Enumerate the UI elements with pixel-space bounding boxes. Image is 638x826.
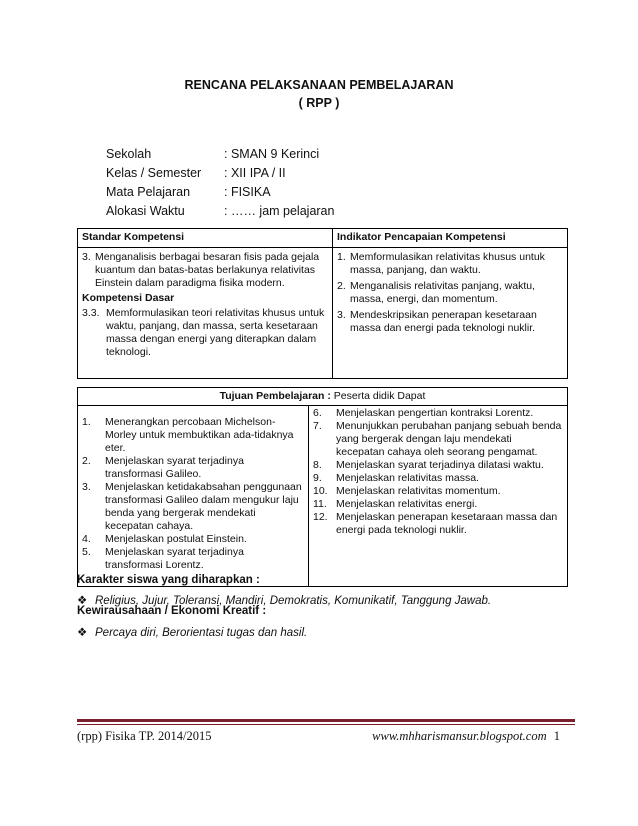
karakter-heading: Karakter siswa yang diharapkan : <box>77 574 260 586</box>
kewirausahaan-heading: Kewirausahaan / Ekonomi Kreatif : <box>77 605 267 617</box>
item-text: Menjelaskan ketidakabsahan penggunaan transformasi Galileo dalam mengukur laju benda yang bergerak mendekati kecepatan cahaya. <box>105 481 302 532</box>
objective-item <box>82 455 304 481</box>
info-label: Sekolah <box>106 147 152 161</box>
objective-item <box>313 485 563 498</box>
footer-url-text: www.mhharismansur.blogspot.com <box>372 729 547 743</box>
sk-body-cell <box>78 248 333 379</box>
page-number: 1 <box>553 729 560 743</box>
objective-item <box>82 546 304 572</box>
item-number: 6. <box>313 407 322 419</box>
item-text: Menjelaskan relativitas momentum. <box>336 485 501 497</box>
item-number: 3. <box>337 309 346 321</box>
item-text: Menganalisis relativitas panjang, waktu, massa, energi, dan momentum. <box>350 280 536 305</box>
sk-header-cell <box>78 229 333 248</box>
item-text: Menunjukkan perubahan panjang sebuah benda yang bergerak dengan laju mendekati kecepatan cahaya oleh seorang pengamat. <box>336 420 562 458</box>
kewirausahaan-text: Percaya diri, Berorientasi tugas dan hasil. <box>95 627 308 639</box>
diamond-bullet-icon: ❖ <box>77 627 88 639</box>
objectives-header-text: Peserta didik Dapat <box>330 390 426 402</box>
objectives-left-cell <box>78 406 309 587</box>
item-number: 2. <box>337 280 346 292</box>
item-text: Menganalisis berbagai besaran fisis pada gejala kuantum dan batas-batas berlakunya relativitas Einstein dalam paradigma fisika modern. <box>95 251 320 289</box>
objectives-header-cell <box>78 388 568 406</box>
ipk-header-cell <box>333 229 568 248</box>
item-text: Menjelaskan postulat Einstein. <box>105 533 247 545</box>
footer-url <box>372 729 560 744</box>
info-value: : …… jam pelajaran <box>224 204 335 218</box>
item-text: Menjelaskan syarat terjadinya transformasi Lorentz. <box>105 546 244 571</box>
item-text: Menjelaskan syarat terjadinya dilatasi waktu. <box>336 459 544 471</box>
item-number: 4. <box>82 533 91 545</box>
objective-item <box>313 420 563 459</box>
sk-item <box>82 251 328 290</box>
kd-header: Kompetensi Dasar <box>82 292 175 304</box>
item-text: Menjelaskan relativitas energi. <box>336 498 478 510</box>
item-text: Menjelaskan penerapan kesetaraan massa dan energi pada teknologi nuklir. <box>336 511 558 536</box>
document-title: RENCANA PELAKSANAAN PEMBELAJARAN <box>184 78 454 92</box>
item-number: 1. <box>82 416 91 428</box>
ipk-header: Indikator Pencapaian Kompetensi <box>337 231 506 243</box>
karakter-text: Religius, Jujur, Toleransi, Mandiri, Demokratis, Komunikatif, Tanggung Jawab. <box>95 595 492 607</box>
info-value: : SMAN 9 Kerinci <box>224 147 320 161</box>
ipk-item <box>337 309 563 335</box>
item-number: 5. <box>82 546 91 558</box>
objective-item <box>313 511 563 537</box>
item-text: Memformulasikan relativitas khusus untuk massa, panjang, dan waktu. <box>350 251 545 276</box>
objective-item <box>82 481 304 533</box>
ipk-item <box>337 251 563 277</box>
item-text: Menjelaskan syarat terjadinya transformasi Galileo. <box>105 455 244 480</box>
objectives-table <box>77 387 568 587</box>
kd-item <box>82 307 328 359</box>
info-value: : FISIKA <box>224 185 271 199</box>
sk-header: Standar Kompetensi <box>82 231 185 243</box>
objective-item <box>313 407 563 420</box>
diamond-bullet-icon: ❖ <box>77 595 88 607</box>
item-number: 8. <box>313 459 322 471</box>
info-value: : XII IPA / II <box>224 166 286 180</box>
footer-left-text: (rpp) Fisika TP. 2014/2015 <box>77 729 212 743</box>
objective-item <box>313 472 563 485</box>
item-number: 12. <box>313 511 328 523</box>
objective-item <box>313 498 563 511</box>
item-text: Mendeskripsikan penerapan kesetaraan massa dan energi pada teknologi nuklir. <box>350 309 537 334</box>
ipk-body-cell <box>333 248 568 379</box>
objective-item <box>82 416 304 455</box>
kewirausahaan-line <box>77 625 307 639</box>
item-number: 9. <box>313 472 322 484</box>
item-number: 11. <box>313 498 327 510</box>
objectives-right-cell <box>309 406 568 587</box>
item-number: 3. <box>82 251 91 263</box>
item-text: Memformulasikan teori relativitas khusus untuk waktu, panjang, dan massa, serta kesetaraan massa dengan energi yang diterapkan dalam teknologi. <box>106 307 325 358</box>
item-text: Menerangkan percobaan Michelson-Morley untuk membuktikan ada-tidaknya eter. <box>105 416 294 454</box>
ipk-item <box>337 280 563 306</box>
objective-item <box>313 459 563 472</box>
item-number: 1. <box>337 251 346 263</box>
objectives-header-label: Tujuan Pembelajaran : <box>219 390 331 402</box>
competency-table <box>77 228 568 379</box>
document-subtitle: ( RPP ) <box>298 96 340 110</box>
item-number: 2. <box>82 455 91 467</box>
footer-rule-thin <box>77 724 575 725</box>
item-number: 3.3. <box>82 307 100 319</box>
objective-item <box>82 533 304 546</box>
info-label: Alokasi Waktu <box>106 204 185 218</box>
item-number: 10. <box>313 485 328 497</box>
item-number: 3. <box>82 481 91 493</box>
item-text: Menjelaskan pengertian kontraksi Lorentz. <box>336 407 534 419</box>
footer-rule <box>77 719 575 722</box>
info-label: Mata Pelajaran <box>106 185 191 199</box>
item-text: Menjelaskan relativitas massa. <box>336 472 479 484</box>
info-label: Kelas / Semester <box>106 166 202 180</box>
item-number: 7. <box>313 420 322 432</box>
